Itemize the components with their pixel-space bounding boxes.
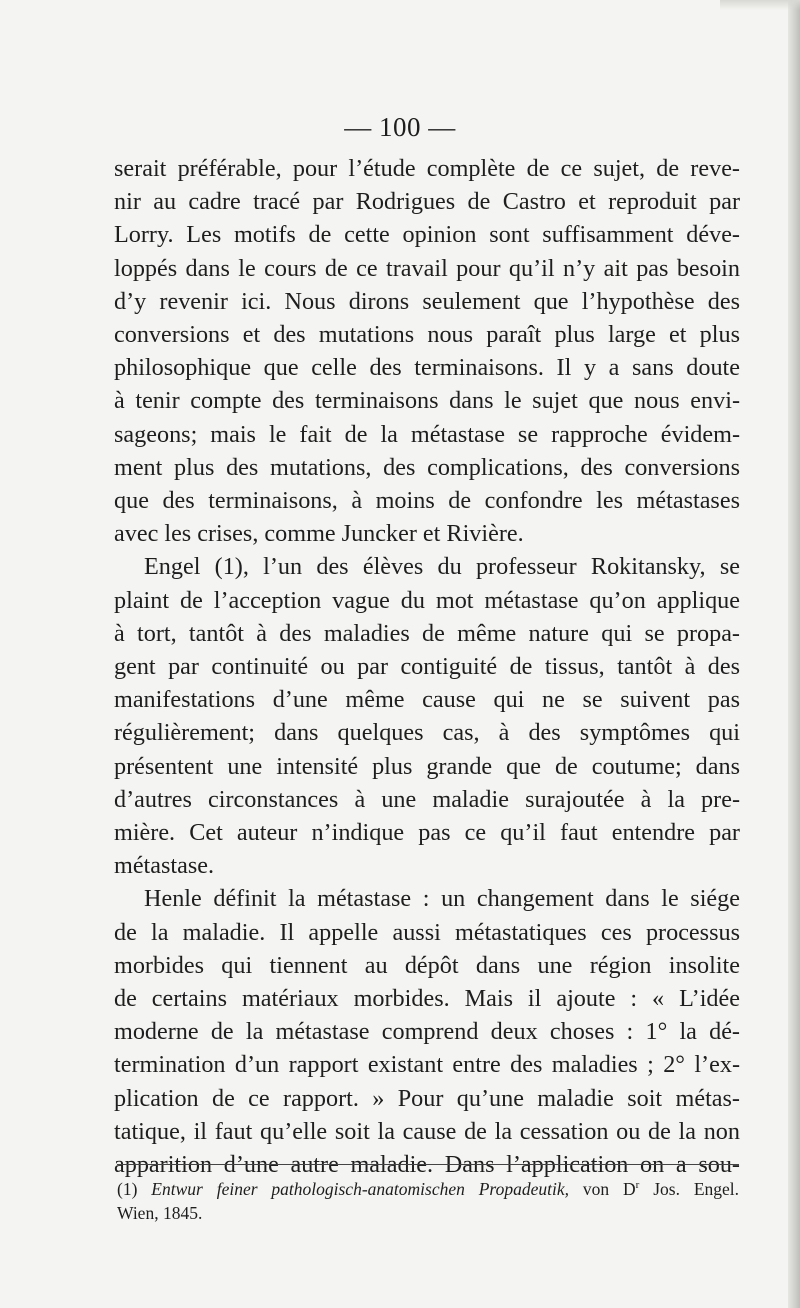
text-line: philosophique que celle des terminaisons. Il y a sans doute: [114, 354, 740, 382]
text-line: plication de ce rapport. » Pour qu’une maladie soit métas-: [114, 1084, 740, 1112]
page-number: — 100 —: [344, 112, 456, 142]
text-line: sageons; mais le fait de la métastase se rapproche évidem-: [114, 420, 740, 448]
text-line: d’y revenir ici. Nous dirons seulement que l’hypothèse des: [114, 287, 740, 315]
footnote-title: Entwur feiner pathologisch-anatomischen Propadeutik,: [151, 1179, 569, 1199]
footnote-line: [117, 1177, 739, 1201]
text-line: conversions et des mutations nous paraît plus large et plus: [114, 321, 740, 349]
text-line: moderne de la métastase comprend deux choses : 1° la dé-: [114, 1018, 740, 1046]
footnote-author-prefix: von D: [582, 1179, 636, 1199]
text-line: mière. Cet auteur n’indique pas ce qu’il faut entendre par: [114, 819, 740, 847]
text-line: serait préférable, pour l’étude complète de ce sujet, de reve-: [114, 155, 740, 182]
text-line: apparition d’une autre maladie. Dans l’application on a sou-: [114, 1151, 740, 1179]
text-line: avec les crises, comme Juncker et Rivière.: [114, 520, 524, 548]
text-line: Engel (1), l’un des élèves du professeur Rokitansky, se: [144, 553, 740, 581]
text-line: morbides qui tiennent au dépôt dans une région insolite: [114, 951, 740, 979]
text-line: de certains matériaux morbides. Mais il ajoute : « L’idée: [114, 985, 740, 1013]
text-line: loppés dans le cours de ce travail pour qu’il n’y ait pas besoin: [114, 254, 740, 282]
footnote-line: Wien, 1845.: [117, 1203, 203, 1223]
text-line: plaint de l’acception vague du mot métastase qu’on applique: [114, 586, 740, 614]
text-line: ment plus des mutations, des complications, des conversions: [114, 453, 740, 481]
text-line: que des terminaisons, à moins de confondre les métastases: [114, 487, 740, 515]
text-line: nir au cadre tracé par Rodrigues de Castro et reproduit par: [114, 188, 740, 216]
page-edge-top-shadow: [720, 0, 800, 10]
footnote-marker: (1): [117, 1179, 138, 1199]
text-line: termination d’un rapport existant entre des maladies ; 2° l’ex-: [114, 1051, 740, 1079]
text-line: régulièrement; dans quelques cas, à des symptômes qui: [114, 719, 740, 747]
footnote: [117, 1177, 739, 1225]
text-line: à tort, tantôt à des maladies de même nature qui se propa-: [114, 619, 740, 647]
text-line: présentent une intensité plus grande que de coutume; dans: [114, 752, 740, 780]
body-text: [114, 152, 740, 1181]
footnote-divider: [117, 1164, 739, 1165]
footnote-author: Jos. Engel.: [653, 1179, 740, 1199]
page-edge-shadow: [788, 0, 800, 1308]
text-line: manifestations d’une même cause qui ne se suivent pas: [114, 686, 740, 714]
text-line: Henle définit la métastase : un changement dans le siége: [144, 885, 740, 913]
text-line: tatique, il faut qu’elle soit la cause de la cessation ou de la non: [114, 1117, 740, 1145]
text-line: métastase.: [114, 852, 215, 880]
text-line: de la maladie. Il appelle aussi métastatiques ces processus: [114, 918, 740, 946]
footnote-author-sup: r: [635, 1179, 640, 1192]
text-line: d’autres circonstances à une maladie surajoutée à la pre-: [114, 785, 740, 813]
text-line: à tenir compte des terminaisons dans le sujet que nous envi-: [114, 387, 740, 415]
text-line: Lorry. Les motifs de cette opinion sont suffisamment déve-: [114, 221, 740, 249]
text-line: gent par continuité ou par contiguité de tissus, tantôt à des: [114, 653, 740, 681]
